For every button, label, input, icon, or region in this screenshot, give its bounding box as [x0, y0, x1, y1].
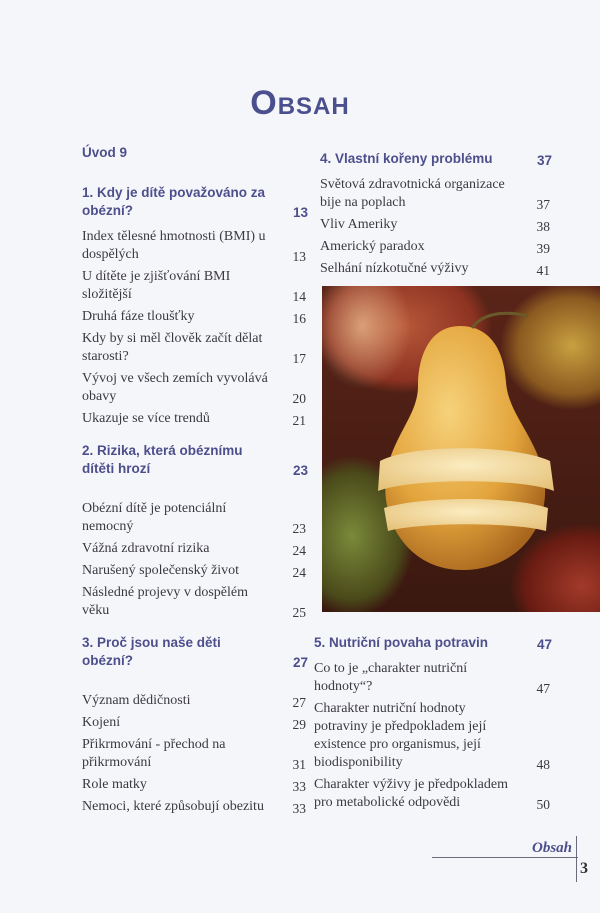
entry-title: Charakter nutriční hodnoty potraviny je předpokladem její existence pro organismus, její biodisponibility: [314, 701, 487, 770]
pear-illustration: [322, 286, 600, 612]
chapter-title: Úvod 9: [82, 145, 128, 160]
page-ref: 29: [292, 717, 306, 732]
page-title: Obsah: [250, 84, 350, 122]
footer-rule: [432, 857, 578, 858]
entry-title: Narušený společenský život: [82, 563, 240, 578]
toc-entry: [82, 370, 308, 406]
page-ref: 16: [292, 311, 306, 326]
page-ref: 13: [292, 249, 306, 264]
entry-title: Role matky: [82, 777, 147, 792]
toc-chapter: [320, 150, 552, 168]
entry-title: Kojení: [82, 715, 121, 730]
page-ref: 23: [292, 463, 308, 478]
page-ref: 17: [292, 351, 306, 366]
toc-entry: [82, 776, 308, 794]
page-number: 3: [580, 860, 588, 877]
spacer: [82, 170, 308, 180]
page-ref: 39: [536, 241, 550, 256]
entry-title: Index tělesné hmotnosti (BMI) u dospělých: [82, 229, 266, 262]
entry-title: Přikrmování - přechod na přikrmování: [82, 737, 226, 770]
footer-rule-vertical: [576, 836, 577, 882]
page-ref: 24: [292, 565, 306, 580]
toc-chapter: [82, 442, 308, 478]
entry-title: Význam dědičnosti: [82, 693, 191, 708]
spacer: [82, 486, 308, 496]
page-ref: 14: [292, 289, 306, 304]
entry-title: Vážná zdravotní rizika: [82, 541, 210, 556]
page-ref: 47: [536, 637, 552, 652]
toc-left-column: [82, 140, 308, 816]
page-ref: 47: [536, 681, 550, 696]
entry-title: Vývoj ve všech zemích vyvolává obavy: [82, 371, 268, 404]
chapter-title: 1. Kdy je dítě považováno za obézní?: [82, 185, 266, 218]
page-ref: 31: [292, 757, 306, 772]
toc-entry: [82, 714, 308, 732]
page-ref: 25: [292, 605, 306, 620]
toc-entry: [320, 216, 552, 234]
entry-title: Ukazuje se více trendů: [82, 411, 210, 426]
page-ref: 38: [536, 219, 550, 234]
toc-entry: [82, 692, 308, 710]
toc-entry: [82, 268, 308, 304]
entry-title: Charakter výživy je předpokladem pro metabolické odpovědi: [314, 777, 508, 810]
chapter-title: 4. Vlastní kořeny problému: [320, 151, 493, 166]
page-ref: 23: [292, 521, 306, 536]
page-ref: 21: [292, 413, 306, 428]
pear-photo-icon: [322, 286, 600, 612]
toc-chapter: [314, 634, 552, 652]
toc-chapter: [82, 634, 308, 670]
toc-entry: [314, 776, 552, 812]
entry-title: Vliv Ameriky: [320, 217, 398, 232]
page-ref: 50: [536, 797, 550, 812]
toc-entry: [314, 660, 552, 696]
entry-title: Americký paradox: [320, 239, 425, 254]
toc-entry: [320, 260, 552, 278]
toc-right-column: [320, 146, 552, 278]
page-ref: 41: [536, 263, 550, 278]
toc-entry: [82, 584, 308, 620]
entry-title: U dítěte je zjišťování BMI složitější: [82, 269, 231, 302]
toc-chapter: [82, 184, 308, 220]
spacer: [82, 620, 308, 630]
toc-entry: [82, 308, 308, 326]
entry-title: Světová zdravotnická organizace bije na poplach: [320, 177, 505, 210]
toc-entry: [320, 238, 552, 256]
chapter-title: 5. Nutriční povaha potravin: [314, 635, 489, 650]
entry-title: Následné projevy v dospělém věku: [82, 585, 249, 618]
page-ref: 27: [292, 655, 308, 670]
spacer: [82, 678, 308, 688]
page-ref: 20: [292, 391, 306, 406]
spacer: [82, 428, 308, 438]
chapter-title: 3. Proč jsou naše děti obézní?: [82, 635, 221, 668]
toc-entry: [82, 410, 308, 428]
toc-entry: [82, 540, 308, 558]
chapter-title: 2. Rizika, která obéznímu dítěti hrozí: [82, 443, 243, 476]
entry-title: Obézní dítě je potenciální nemocný: [82, 501, 227, 534]
toc-right-column-bottom: [314, 630, 552, 812]
toc-entry: [82, 736, 308, 772]
toc-entry: [82, 228, 308, 264]
entry-title: Nemoci, které způsobují obezitu: [82, 799, 264, 814]
toc-entry: [82, 500, 308, 536]
page-ref: 37: [536, 197, 550, 212]
toc-chapter: [82, 144, 308, 162]
page-ref: 48: [536, 757, 550, 772]
toc-entry: [82, 562, 308, 580]
toc-entry: [82, 798, 308, 816]
page-ref: 33: [292, 801, 306, 816]
entry-title: Selhání nízkotučné výživy: [320, 261, 469, 276]
toc-entry: [314, 700, 552, 772]
page-ref: 37: [536, 153, 552, 168]
page-ref: 24: [292, 543, 306, 558]
page-ref: 33: [292, 779, 306, 794]
toc-entry: [320, 176, 552, 212]
page-ref: 13: [292, 205, 308, 220]
entry-title: Druhá fáze tloušťky: [82, 309, 195, 324]
toc-entry: [82, 330, 308, 366]
entry-title: Co to je „charakter nutriční hodnoty“?: [314, 661, 468, 694]
footer-section-label: Obsah: [531, 840, 572, 856]
entry-title: Kdy by si měl člověk začít dělat starosti?: [82, 331, 263, 364]
page-ref: 27: [292, 695, 306, 710]
